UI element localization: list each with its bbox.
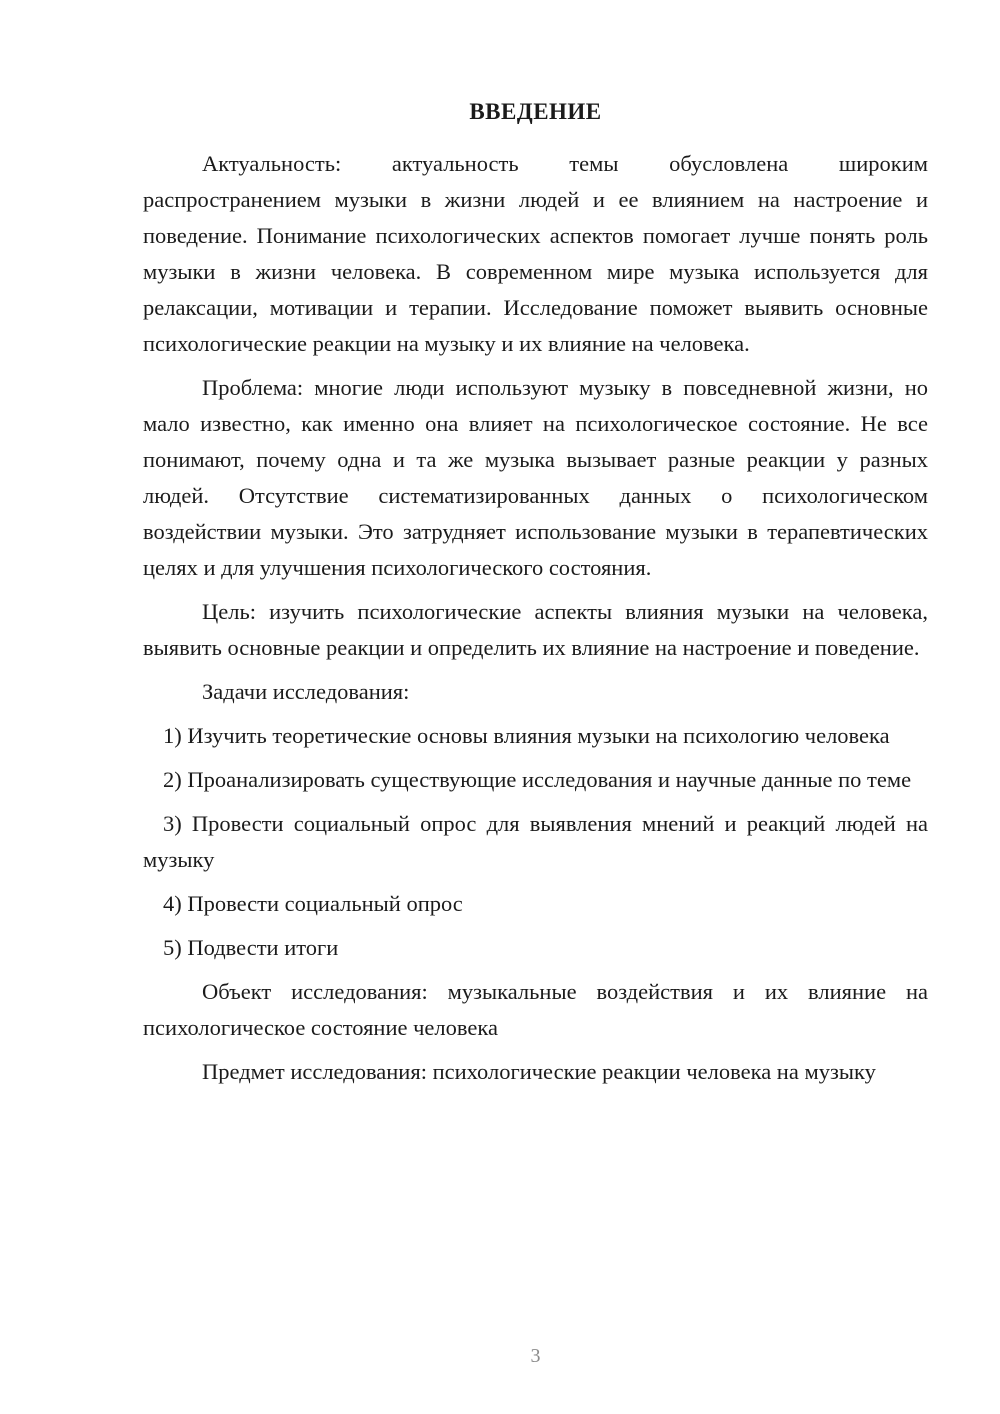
task-item-3: 3) Провести социальный опрос для выявления мнений и реакций людей на музыку xyxy=(143,811,928,872)
page-number: 3 xyxy=(530,1345,541,1367)
paragraph-goal: Цель: изучить психологические аспекты влияния музыки на человека, выявить основные реакции и определить их влияние на настроение и поведение. xyxy=(143,599,928,660)
paragraph-tasks-heading: Задачи исследования: xyxy=(202,679,410,704)
task-item-4: 4) Провести социальный опрос xyxy=(163,891,463,916)
paragraph-research-subject: Предмет исследования: психологические реакции человека на музыку xyxy=(202,1059,876,1084)
task-item-2: 2) Проанализировать существующие исследования и научные данные по теме xyxy=(163,767,912,792)
paragraph-problem: Проблема: многие люди используют музыку в повседневной жизни, но мало известно, как именно она влияет на психологическое состояние. Не все понимают, почему одна и та же музыка вызывает разные реакции у разных людей. Отсутствие систематизированных данных о психологическом воздействии музыки. Это затрудняет использование музыки в терапевтических целях и для улучшения психологического состояния. xyxy=(143,375,928,580)
page-title: ВВЕДЕНИЕ xyxy=(469,99,602,124)
task-item-1: 1) Изучить теоретические основы влияния музыки на психологию человека xyxy=(163,723,890,748)
paragraph-relevance: Актуальность: актуальность темы обусловлена широким распространением музыки в жизни людей и ее влиянием на настроение и поведение. Понимание психологических аспектов помогает лучше понять роль музыки в жизни человека. В современном мире музыка используется для релаксации, мотивации и терапии. Исследование поможет выявить основные психологические реакции на музыку и их влияние на человека. xyxy=(143,151,928,356)
task-item-5: 5) Подвести итоги xyxy=(163,935,339,960)
paragraph-research-object: Объект исследования: музыкальные воздействия и их влияние на психологическое состояние человека xyxy=(143,979,928,1040)
